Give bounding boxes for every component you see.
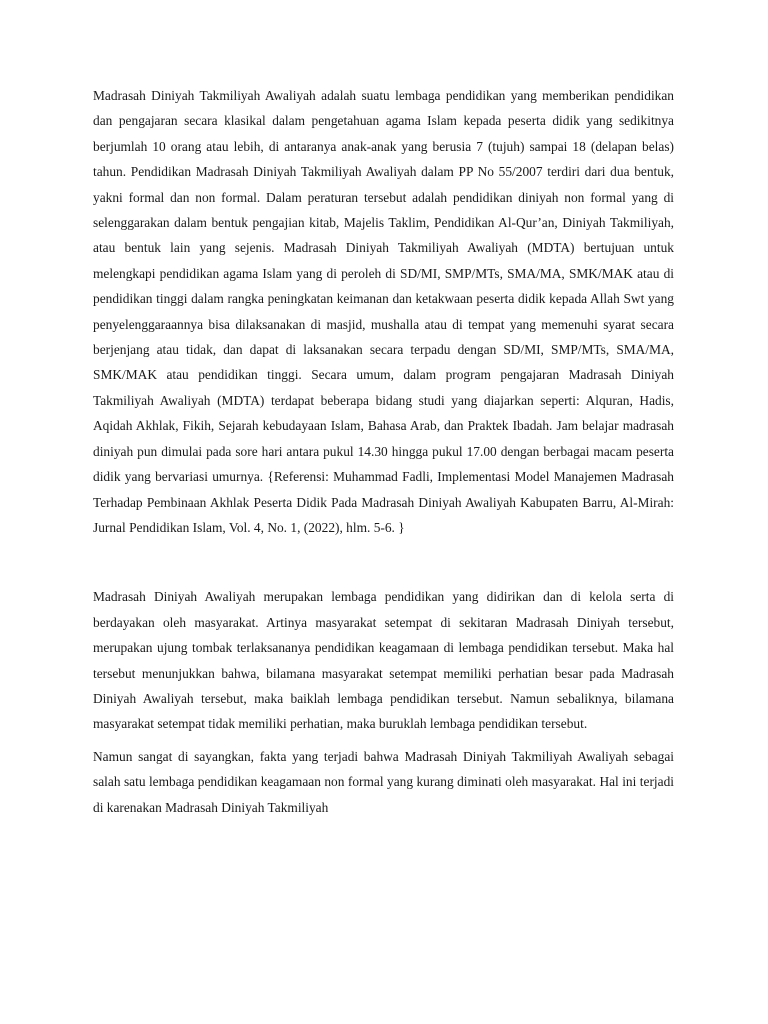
paragraph-low-interest: Namun sangat di sayangkan, fakta yang terjadi bahwa Madrasah Diniyah Takmiliyah Awaliyah sebagai salah satu lembaga pendidikan keagamaan non formal yang kurang diminati oleh masyarakat. Hal ini terjadi di karenakan Madrasah Diniyah Takmiliyah bbox=[93, 748, 674, 815]
paragraph-community-role: Madrasah Diniyah Awaliyah merupakan lembaga pendidikan yang didirikan dan di kelola serta di berdayakan oleh masyarakat. Artinya masyarakat setempat di sekitaran Madrasah Diniyah tersebut, merupakan ujung tombak terlaksananya pendidikan keagamaan di lembaga pendidikan tersebut. Maka hal tersebut menunjukkan bahwa, bilamana masyarakat setempat memiliki perhatian besar pada Madrasah Diniyah Awaliyah tersebut, maka baiklah lembaga pendidikan tersebut. Namun sebaliknya, bilamana masyarakat setempat tidak memiliki perhatian, maka buruklah lembaga pendidikan tersebut. bbox=[93, 589, 674, 732]
document-body bbox=[93, 83, 674, 820]
paragraph-mdta-definition: Madrasah Diniyah Takmiliyah Awaliyah adalah suatu lembaga pendidikan yang memberikan pendidikan dan pengajaran secara klasikal dalam pengetahuan agama Islam kepada peserta didik yang sedikitnya berjumlah 10 orang atau lebih, di antaranya anak-anak yang berusia 7 (tujuh) sampai 18 (delapan belas) tahun. Pendidikan Madrasah Diniyah Takmiliyah Awaliyah dalam PP No 55/2007 terdiri dari dua bentuk, yakni formal dan non formal. Dalam peraturan tersebut adalah pendidikan diniyah non formal yang di selenggarakan dalam bentuk pengajian kitab, Majelis Taklim, Pendidikan Al-Qur’an, Diniyah Takmiliyah, atau bentuk lain yang sejenis. Madrasah Diniyah Takmiliyah Awaliyah (MDTA) bertujuan untuk melengkapi pendidikan agama Islam yang di peroleh di SD/MI, SMP/MTs, SMA/MA, SMK/MAK atau di pendidikan tinggi dalam rangka peningkatan keimanan dan ketakwaan peserta didik kepada Allah Swt yang penyelenggaraannya bisa dilaksanakan di masjid, mushalla atau di tempat yang memenuhi syarat secara berjenjang atau tidak, dan dapat di laksanakan secara terpadu dengan SD/MI, SMP/MTs, SMA/MA, SMK/MAK atau pendidikan tinggi. Secara umum, dalam program pengajaran Madrasah Diniyah Takmiliyah Awaliyah (MDTA) terdapat beberapa bidang studi yang diajarkan seperti: Alquran, Hadis, Aqidah Akhlak, Fikih, Sejarah kebudayaan Islam, Bahasa Arab, dan Praktek Ibadah. Jam belajar madrasah diniyah pun dimulai pada sore hari antara pukul 14.30 hingga pukul 17.00 dengan berbagai macam peserta didik yang bervariasi umurnya. {Referensi: Muhammad Fadli, Implementasi Model Manajemen Madrasah Terhadap Pembinaan Akhlak Peserta Didik Pada Madrasah Diniyah Awaliyah Kabupaten Barru, Al-Mirah: Jurnal Pendidikan Islam, Vol. 4, No. 1, (2022), hlm. 5-6. } bbox=[93, 88, 674, 535]
